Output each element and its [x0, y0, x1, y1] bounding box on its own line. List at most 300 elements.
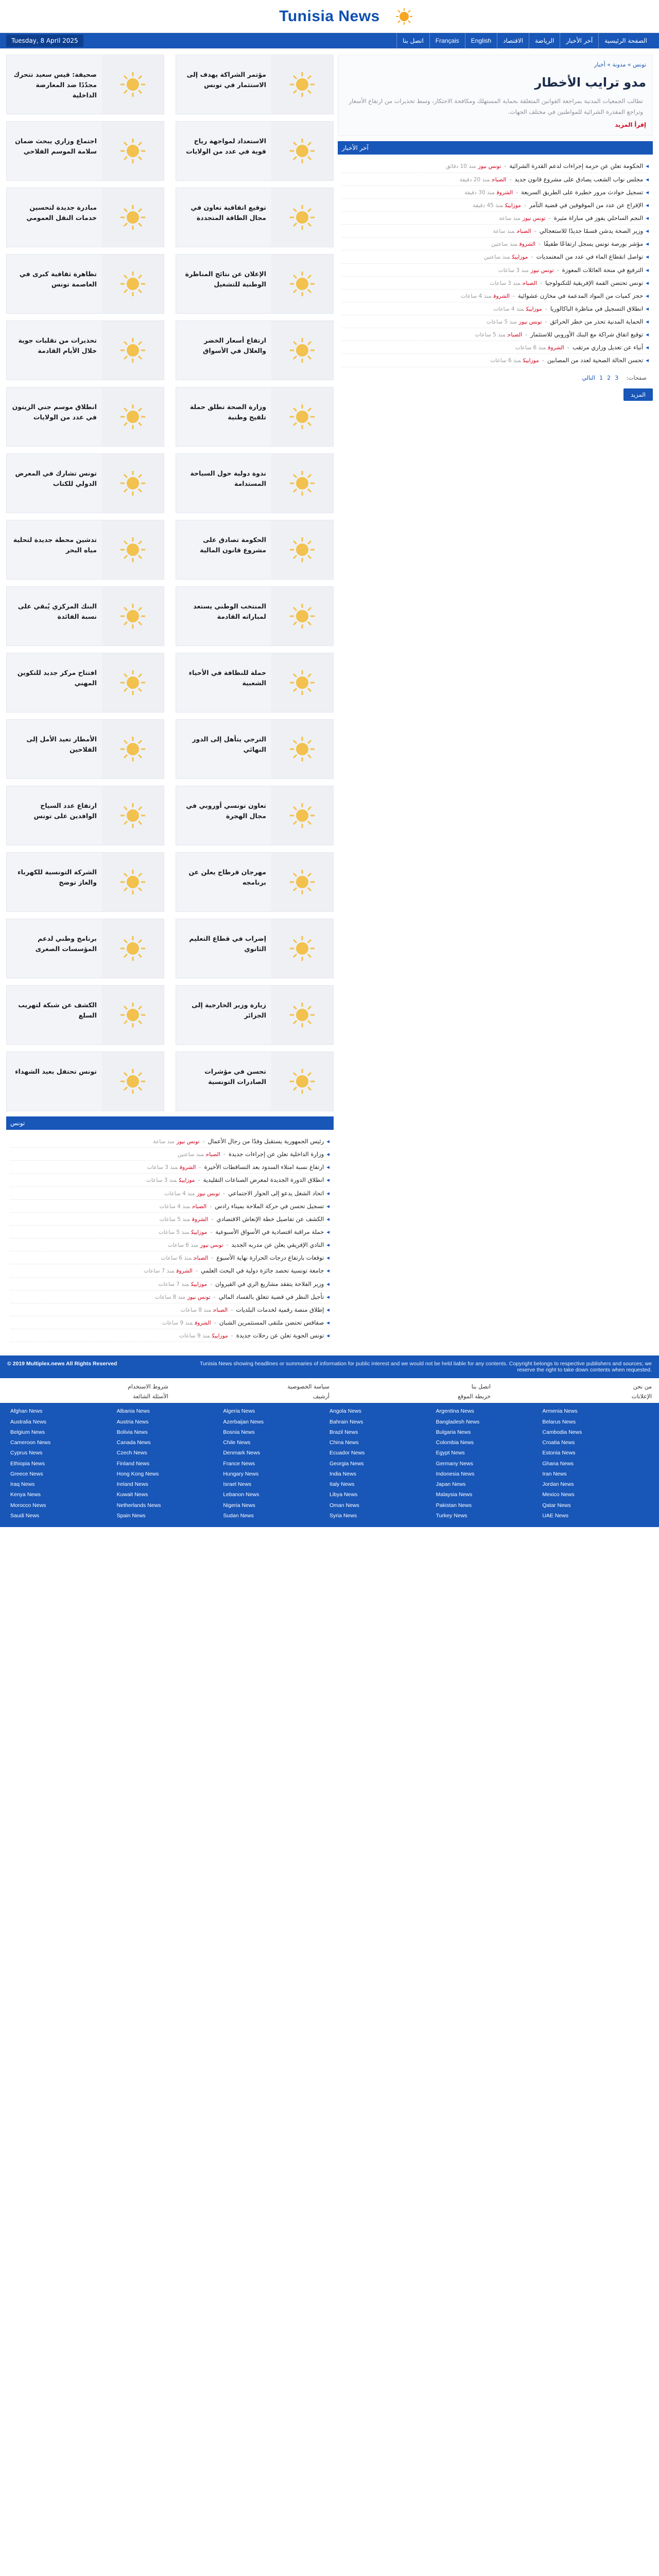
news-thumbnail-icon[interactable] — [102, 321, 164, 380]
news-list-item[interactable] — [342, 315, 649, 328]
country-link[interactable]: India News — [330, 1470, 356, 1477]
news-thumbnail-icon[interactable] — [102, 387, 164, 446]
news-thumbnail-icon[interactable] — [271, 786, 333, 845]
news-card-title[interactable]: الحكومة تصادق على مشروع قانون المالية — [200, 536, 266, 554]
news-headline[interactable]: توقعات بارتفاع درجات الحرارة نهاية الأسبوع — [216, 1254, 324, 1262]
news-card[interactable] — [6, 1052, 164, 1111]
news-card-title[interactable]: الترجي يتأهل إلى الدور النهائي — [192, 735, 266, 753]
separator: - — [231, 1332, 233, 1340]
news-thumbnail-icon[interactable] — [271, 720, 333, 778]
news-card[interactable] — [176, 320, 334, 380]
country-link[interactable]: Hong Kong News — [116, 1470, 159, 1477]
country-link[interactable]: Canada News — [116, 1439, 151, 1446]
news-headline[interactable]: رئيس الجمهورية يستقبل وفدًا من رجال الأعمال — [207, 1138, 324, 1145]
country-link[interactable]: Ireland News — [116, 1481, 148, 1488]
news-thumbnail-icon[interactable] — [271, 986, 333, 1044]
country-link[interactable]: Morocco News — [10, 1502, 46, 1509]
news-card-title[interactable]: مهرجان قرطاج يعلن عن برنامجه — [188, 868, 266, 886]
country-link[interactable]: Pakistan News — [436, 1502, 472, 1509]
news-list-item[interactable] — [342, 238, 649, 250]
news-source[interactable]: موزاييك — [523, 358, 539, 364]
news-list-item[interactable] — [342, 264, 649, 277]
news-source[interactable]: الصباح — [205, 1151, 220, 1158]
country-link[interactable]: Colombia News — [436, 1439, 474, 1446]
news-card[interactable] — [176, 852, 334, 912]
country-link[interactable]: Finland News — [116, 1460, 150, 1467]
country-link[interactable]: China News — [330, 1439, 359, 1446]
news-headline[interactable]: الكشف عن تفاصيل خطة الإنعاش الاقتصادي — [216, 1215, 324, 1223]
country-link[interactable]: Ethiopia News — [10, 1460, 45, 1467]
nav-item[interactable]: English — [465, 33, 497, 48]
country-link[interactable]: Indonesia News — [436, 1470, 475, 1477]
country-link[interactable]: Oman News — [330, 1502, 359, 1509]
news-source[interactable]: تونس نيوز — [518, 319, 542, 326]
footer-link[interactable]: شروط الاستخدام — [128, 1383, 168, 1391]
country-link[interactable]: Czech News — [116, 1450, 147, 1456]
country-link[interactable]: Angola News — [330, 1408, 361, 1415]
news-source[interactable]: الصباح — [522, 280, 537, 286]
news-list-item[interactable] — [10, 1291, 330, 1303]
news-card[interactable] — [6, 453, 164, 513]
news-source[interactable]: الصباح — [213, 1307, 228, 1313]
news-thumbnail-icon[interactable] — [271, 653, 333, 712]
news-thumbnail-icon[interactable] — [271, 122, 333, 180]
country-link[interactable]: Georgia News — [330, 1460, 364, 1467]
news-card-title[interactable]: افتتاح مركز جديد للتكوين المهني — [17, 669, 97, 687]
news-list-item[interactable] — [10, 1316, 330, 1329]
country-link[interactable]: France News — [223, 1460, 255, 1467]
pager-link[interactable]: 2 — [607, 374, 611, 381]
country-link[interactable]: Belarus News — [542, 1418, 576, 1425]
news-headline[interactable]: تسجيل حوادث مرور خطيرة على الطريق السريعة — [521, 188, 644, 196]
news-thumbnail-icon[interactable] — [102, 986, 164, 1044]
news-card-title[interactable]: صحيفة: قيس سعيد تتحرك مجدّدًا ضد المعارضة الداخلية — [13, 71, 97, 99]
news-card[interactable] — [6, 520, 164, 580]
read-more-link[interactable]: إقرأ المزيد — [615, 121, 646, 129]
news-card-title[interactable]: مؤتمر الشراكة يهدف إلى الاستثمار في تونس — [186, 71, 266, 89]
news-headline[interactable]: انطلاق الدورة الجديدة لمعرض الصناعات التقليدية — [203, 1176, 324, 1184]
news-card-title[interactable]: ارتفاع أسعار الخضر والغلال في الأسواق — [203, 336, 266, 354]
country-link[interactable]: Bulgaria News — [436, 1429, 471, 1435]
news-list-item[interactable] — [10, 1187, 330, 1200]
country-link[interactable]: Bahrain News — [330, 1418, 363, 1425]
news-card-title[interactable]: إضراب في قطاع التعليم الثانوي — [189, 935, 266, 953]
country-link[interactable]: Kenya News — [10, 1492, 41, 1498]
news-source[interactable]: موزاييك — [179, 1177, 195, 1184]
news-list-item[interactable] — [342, 341, 649, 354]
news-source[interactable]: الشروق — [195, 1319, 211, 1326]
news-headline[interactable]: توقيع اتفاق شراكة مع البنك الأوروبي للاستثمار — [530, 331, 644, 338]
more-button[interactable]: المزيد — [623, 388, 653, 401]
news-card[interactable] — [176, 188, 334, 247]
news-source[interactable]: موزاييك — [191, 1281, 207, 1287]
news-thumbnail-icon[interactable] — [102, 786, 164, 845]
article-title[interactable]: مدو ترايب الأخطار — [534, 75, 646, 90]
news-card-title[interactable]: تعاون تونسي أوروبي في مجال الهجرة — [186, 802, 266, 820]
news-list-item[interactable] — [342, 160, 649, 173]
news-headline[interactable]: وزير الفلاحة يتفقد مشاريع الري في القيروان — [215, 1280, 324, 1287]
country-link[interactable]: UAE News — [542, 1512, 569, 1519]
news-date: منذ 9 ساعات — [179, 1333, 210, 1340]
news-thumbnail-icon[interactable] — [271, 255, 333, 313]
news-thumbnail-icon[interactable] — [102, 55, 164, 114]
news-headline[interactable]: ارتفاع نسبة امتلاء السدود بعد التساقطات الأخيرة — [204, 1163, 324, 1171]
footer-link[interactable]: أرشيف — [313, 1393, 330, 1400]
news-card-title[interactable]: تونس تحتفل بعيد الشهداء — [15, 1067, 97, 1075]
nav-item[interactable]: آخر الأخبار — [560, 33, 598, 48]
news-headline[interactable]: أنباء عن تعديل وزاري مرتقب — [572, 344, 644, 351]
news-source[interactable]: الشروق — [192, 1216, 209, 1223]
news-card-title[interactable]: ندوة دولية حول السياحة المستدامة — [190, 469, 266, 487]
news-source[interactable]: الصباح — [194, 1255, 209, 1262]
news-thumbnail-icon[interactable] — [271, 454, 333, 513]
news-card[interactable] — [176, 254, 334, 314]
country-link[interactable]: Japan News — [436, 1481, 466, 1488]
news-list-item[interactable] — [342, 199, 649, 212]
news-card[interactable] — [6, 55, 164, 114]
news-source[interactable]: تونس نيوز — [478, 163, 501, 170]
news-list-item[interactable] — [10, 1213, 330, 1226]
country-link[interactable]: Cambodia News — [542, 1429, 582, 1435]
nav-item[interactable]: الرياضة — [529, 33, 560, 48]
country-link[interactable]: Turkey News — [436, 1512, 467, 1519]
news-date: منذ ساعتين — [483, 254, 510, 261]
news-date: منذ 5 ساعات — [475, 332, 506, 338]
news-card[interactable] — [6, 985, 164, 1045]
news-card-title[interactable]: اجتماع وزاري يبحث ضمان سلامة الموسم الفلاحي — [15, 137, 97, 155]
country-link[interactable]: Egypt News — [436, 1450, 465, 1456]
news-headline[interactable]: وزارة الداخلية تعلن عن إجراءات جديدة — [228, 1150, 324, 1158]
news-source[interactable]: الشروق — [548, 345, 564, 351]
news-thumbnail-icon[interactable] — [102, 853, 164, 911]
news-list-item[interactable] — [342, 328, 649, 341]
country-link[interactable]: Germany News — [436, 1460, 474, 1467]
news-thumbnail-icon[interactable] — [102, 122, 164, 180]
bullet-icon: ◂ — [646, 357, 649, 364]
country-link[interactable]: Saudi News — [10, 1512, 40, 1519]
country-link[interactable]: Malaysia News — [436, 1492, 473, 1498]
news-date: منذ 7 ساعات — [144, 1268, 175, 1275]
footer-copyright: © 2019 Multiplex.news All Rights Reserved — [7, 1361, 117, 1367]
breadcrumb[interactable]: تونس » مدونة » أخبار — [594, 61, 646, 68]
nav-item[interactable]: الاقتصاد — [497, 33, 529, 48]
left-list-heading: تونس — [6, 1116, 334, 1130]
site-logo[interactable]: Tunisia News — [279, 7, 380, 25]
news-list-item[interactable] — [10, 1135, 330, 1148]
country-link[interactable]: Syria News — [330, 1512, 357, 1519]
news-list-item[interactable] — [342, 277, 649, 290]
news-list-item[interactable] — [10, 1251, 330, 1264]
country-link[interactable]: Belgium News — [10, 1429, 45, 1435]
news-headline[interactable]: وزير الصحة يدشن قسمًا جديدًا للاستعجالي — [539, 227, 644, 235]
news-thumbnail-icon[interactable] — [102, 454, 164, 513]
separator: - — [210, 1202, 212, 1210]
news-card-title[interactable]: الاستعداد لمواجهة رياح قوية في عدد من الولايات — [186, 137, 266, 155]
news-headline[interactable]: النجم الساحلي يفوز في مباراة مثيرة — [553, 214, 644, 222]
news-card[interactable] — [176, 453, 334, 513]
news-source[interactable]: الشروق — [176, 1268, 193, 1275]
news-thumbnail-icon[interactable] — [271, 919, 333, 978]
news-card[interactable] — [176, 1052, 334, 1111]
news-list-item[interactable] — [10, 1226, 330, 1239]
country-link[interactable]: Cyprus News — [10, 1450, 43, 1456]
news-headline[interactable]: مجلس نواب الشعب يصادق على مشروع قانون جديد — [514, 175, 644, 183]
footer-link[interactable]: سياسة الخصوصية — [287, 1383, 330, 1391]
news-card[interactable] — [176, 586, 334, 646]
bullet-icon: ◂ — [326, 1228, 330, 1235]
news-card[interactable] — [6, 121, 164, 181]
news-list-item[interactable] — [342, 354, 649, 367]
news-card[interactable] — [176, 719, 334, 779]
news-source[interactable]: الشروق — [180, 1164, 196, 1171]
news-headline[interactable]: النادي الإفريقي يعلن عن مدربه الجديد — [231, 1241, 324, 1249]
news-thumbnail-icon[interactable] — [271, 387, 333, 446]
country-link[interactable]: Greece News — [10, 1470, 43, 1477]
news-source[interactable]: تونس نيوز — [176, 1139, 200, 1145]
news-thumbnail-icon[interactable] — [271, 1052, 333, 1111]
news-headline[interactable]: جامعة تونسية تحصد جائزة دولية في البحث العلمي — [201, 1267, 324, 1275]
country-link[interactable]: Australia News — [10, 1418, 47, 1425]
news-list-item[interactable] — [10, 1161, 330, 1174]
news-card-title[interactable]: الإعلان عن نتائج المناظرة الوطنية للتشغيل — [185, 270, 266, 288]
news-card[interactable] — [6, 586, 164, 646]
country-link[interactable]: Croatia News — [542, 1439, 575, 1446]
news-list-item[interactable] — [10, 1174, 330, 1187]
news-thumbnail-icon[interactable] — [271, 55, 333, 114]
news-date: منذ 6 ساعات — [515, 345, 546, 351]
news-card[interactable] — [176, 919, 334, 978]
separator: - — [202, 1138, 205, 1145]
nav-item[interactable]: اتصل بنا — [396, 33, 429, 48]
news-list-item[interactable] — [10, 1278, 330, 1291]
country-link[interactable]: Iran News — [542, 1470, 567, 1477]
nav-item[interactable]: Français — [429, 33, 465, 48]
country-link[interactable]: Nigeria News — [223, 1502, 255, 1509]
country-link[interactable]: Mexico News — [542, 1492, 575, 1498]
news-source[interactable]: الشروق — [493, 293, 510, 299]
country-link[interactable]: Bolivia News — [116, 1429, 148, 1435]
news-card[interactable] — [6, 320, 164, 380]
news-list-item[interactable] — [342, 302, 649, 315]
news-card[interactable] — [176, 786, 334, 845]
news-card[interactable] — [176, 985, 334, 1045]
country-link[interactable]: Brazil News — [330, 1429, 358, 1435]
news-card[interactable] — [6, 254, 164, 314]
news-card-title[interactable]: الأمطار تعيد الأمل إلى الفلاحين — [26, 735, 97, 753]
news-date: منذ ساعة — [153, 1139, 175, 1145]
news-list-item[interactable] — [342, 290, 649, 302]
news-list-item[interactable] — [342, 212, 649, 225]
news-list-item[interactable] — [10, 1329, 330, 1342]
country-link[interactable]: Ecuador News — [330, 1450, 365, 1456]
news-list-item[interactable] — [10, 1303, 330, 1316]
news-card-title[interactable]: الكشف عن شبكة لتهريب السلع — [18, 1001, 97, 1019]
news-thumbnail-icon[interactable] — [271, 520, 333, 579]
country-link[interactable]: Israel News — [223, 1481, 252, 1488]
news-source[interactable]: الصباح — [516, 228, 531, 235]
news-source[interactable]: موزاييك — [212, 1333, 228, 1340]
news-source[interactable]: الصباح — [492, 176, 507, 183]
news-source[interactable]: موزاييك — [191, 1229, 207, 1235]
pager-link[interactable]: 3 — [615, 374, 619, 381]
country-link[interactable]: Sudan News — [223, 1512, 254, 1519]
news-thumbnail-icon[interactable] — [102, 255, 164, 313]
news-card[interactable] — [6, 188, 164, 247]
news-thumbnail-icon[interactable] — [102, 587, 164, 646]
news-thumbnail-icon[interactable] — [271, 188, 333, 247]
country-link[interactable]: Netherlands News — [116, 1502, 161, 1509]
news-thumbnail-icon[interactable] — [102, 520, 164, 579]
country-link[interactable]: Chile News — [223, 1439, 251, 1446]
news-card-title[interactable]: البنك المركزي يُبقي على نسبة الفائدة — [18, 602, 97, 620]
news-source[interactable]: تونس نيوز — [187, 1294, 211, 1300]
country-link[interactable]: Austria News — [116, 1418, 149, 1425]
country-link[interactable]: Libya News — [330, 1492, 358, 1498]
news-card-title[interactable]: توقيع اتفاقية تعاون في مجال الطاقة المتجددة — [190, 204, 266, 222]
news-source[interactable]: تونس نيوز — [200, 1242, 223, 1249]
news-card-title[interactable]: انطلاق موسم جني الزيتون في عدد من الولايات — [12, 403, 97, 421]
country-link[interactable]: Iraq News — [10, 1481, 35, 1488]
news-card-title[interactable]: تونس تشارك في المعرض الدولي للكتاب — [15, 469, 97, 487]
news-card-title[interactable]: تدشين محطة جديدة لتحلية مياه البحر — [13, 536, 97, 554]
news-thumbnail-icon[interactable] — [271, 853, 333, 911]
news-source[interactable]: موزاييك — [505, 202, 521, 209]
news-list-item[interactable] — [342, 225, 649, 238]
country-link[interactable]: Kuwait News — [116, 1492, 148, 1498]
news-source[interactable]: الشروق — [496, 189, 513, 196]
news-headline[interactable]: تواصل انقطاع الماء في عدد من المعتمديات — [536, 253, 644, 261]
separator: - — [223, 1189, 226, 1197]
country-link[interactable]: Armenia News — [542, 1408, 578, 1415]
news-card[interactable] — [176, 121, 334, 181]
news-headline[interactable]: الترفيع في منحة العائلات المعوزة — [562, 266, 644, 274]
country-link[interactable]: Denmark News — [223, 1450, 261, 1456]
news-card[interactable] — [6, 919, 164, 978]
news-card[interactable] — [176, 387, 334, 447]
news-source[interactable]: تونس نيوز — [197, 1190, 220, 1197]
news-source[interactable]: الصباح — [507, 332, 522, 338]
country-link[interactable]: Azerbaijan News — [223, 1418, 264, 1425]
country-link[interactable]: Hungary News — [223, 1470, 259, 1477]
country-link[interactable]: Qatar News — [542, 1502, 571, 1509]
news-headline[interactable]: تونس الجوية تعلن عن رحلات جديدة — [236, 1332, 324, 1340]
news-card-title[interactable]: المنتخب الوطني يستعد لمباراته القادمة — [193, 602, 266, 620]
news-headline[interactable]: الإفراج عن عدد من الموقوفين في قضية التآمر — [529, 201, 644, 209]
news-card-title[interactable]: تحسن في مؤشرات الصادرات التونسية — [204, 1067, 266, 1086]
news-headline[interactable]: تسجيل تحسن في حركة الملاحة بميناء رادس — [215, 1202, 324, 1210]
news-card[interactable] — [176, 653, 334, 713]
news-source[interactable]: موزاييك — [512, 254, 528, 261]
footer-link[interactable]: خريطة الموقع — [458, 1393, 491, 1400]
nav-item[interactable]: الصفحة الرئيسية — [598, 33, 653, 48]
news-list-item[interactable] — [10, 1200, 330, 1213]
news-headline[interactable]: إطلاق منصة رقمية لخدمات البلديات — [236, 1306, 324, 1313]
news-source[interactable]: الشروق — [519, 241, 536, 248]
country-link[interactable]: Albania News — [116, 1408, 150, 1415]
news-source[interactable]: الصباح — [192, 1203, 207, 1210]
country-link[interactable]: Spain News — [116, 1512, 146, 1519]
news-card[interactable] — [6, 387, 164, 447]
country-link[interactable]: Jordan News — [542, 1481, 574, 1488]
news-card-title[interactable]: برنامج وطني لدعم المؤسسات الصغرى — [35, 935, 97, 953]
news-card-title[interactable]: تحذيرات من تقلبات جوية خلال الأيام القادمة — [18, 336, 97, 354]
footer-link[interactable]: الإعلانات — [631, 1393, 652, 1400]
news-thumbnail-icon[interactable] — [102, 653, 164, 712]
news-thumbnail-icon[interactable] — [102, 1052, 164, 1111]
news-card-title[interactable]: ارتفاع عدد السياح الوافدين على تونس — [33, 802, 97, 820]
country-link[interactable]: Argentina News — [436, 1408, 474, 1415]
news-card[interactable] — [6, 852, 164, 912]
news-list-item[interactable] — [342, 186, 649, 199]
news-card-title[interactable]: حملة للنظافة في الأحياء الشعبية — [188, 669, 266, 687]
country-link[interactable]: Italy News — [330, 1481, 355, 1488]
news-date: منذ ساعتين — [491, 241, 517, 248]
news-headline[interactable]: انطلاق التسجيل في مناظرة الباكالوريا — [550, 304, 644, 312]
news-card[interactable] — [6, 653, 164, 713]
news-card[interactable] — [176, 520, 334, 580]
footer-link[interactable]: اتصل بنا — [471, 1383, 491, 1391]
pager-link[interactable]: 1 — [599, 374, 603, 381]
news-headline[interactable]: تأجيل النظر في قضية تتعلق بالفساد المالي — [218, 1293, 324, 1300]
country-link[interactable]: Bangladesh News — [436, 1418, 480, 1425]
country-link[interactable]: Estonia News — [542, 1450, 576, 1456]
country-link[interactable]: Ghana News — [542, 1460, 574, 1467]
news-thumbnail-icon[interactable] — [102, 720, 164, 778]
news-card[interactable] — [176, 55, 334, 114]
news-date: منذ 4 ساعات — [164, 1190, 195, 1197]
news-headline[interactable]: الحماية المدنية تحذر من خطر الحرائق — [550, 318, 644, 326]
news-source[interactable]: تونس نيوز — [523, 215, 546, 222]
news-list-item[interactable] — [342, 250, 649, 263]
news-card-title[interactable]: وزارة الصحة تطلق حملة تلقيح وطنية — [189, 403, 266, 421]
news-list-item[interactable] — [342, 173, 649, 186]
news-thumbnail-icon[interactable] — [102, 919, 164, 978]
news-headline[interactable]: الحكومة تعلن عن حزمة إجراءات لدعم القدرة الشرائية — [509, 162, 644, 170]
news-list-item[interactable] — [10, 1264, 330, 1277]
news-card-title[interactable]: زيارة وزير الخارجية إلى الجزائر — [192, 1001, 266, 1019]
news-card-title[interactable]: الشركة التونسية للكهرباء والغاز توضح — [18, 868, 97, 886]
news-card[interactable] — [6, 719, 164, 779]
news-card-title[interactable]: تظاهرة ثقافية كبرى في العاصمة تونس — [19, 270, 97, 288]
news-headline[interactable]: اتحاد الشغل يدعو إلى الحوار الاجتماعي — [228, 1189, 324, 1197]
news-card[interactable] — [6, 786, 164, 845]
news-headline[interactable]: حملة مراقبة اقتصادية في الأسواق الأسبوعية — [215, 1228, 324, 1235]
country-link[interactable]: Afghan News — [10, 1408, 43, 1415]
news-list-item[interactable] — [10, 1148, 330, 1161]
news-source[interactable]: موزاييك — [526, 306, 542, 312]
news-thumbnail-icon[interactable] — [271, 587, 333, 646]
footer-link[interactable]: من نحن — [633, 1383, 652, 1391]
separator: - — [516, 188, 518, 196]
country-link[interactable]: Algeria News — [223, 1408, 255, 1415]
news-headline[interactable]: تحسن الحالة الصحية لعدد من المصابين — [547, 357, 644, 364]
news-headline[interactable]: صفاقس تحتضن ملتقى المستثمرين الشبان — [219, 1318, 324, 1326]
pager-link[interactable]: التالي — [582, 374, 596, 381]
news-source[interactable]: تونس نيوز — [530, 267, 554, 274]
footer-link[interactable]: الأسئلة الشائعة — [133, 1393, 168, 1400]
news-card-title[interactable]: مبادرة جديدة لتحسين خدمات النقل العمومي — [26, 204, 97, 222]
country-link[interactable]: Cameroon News — [10, 1439, 51, 1446]
news-thumbnail-icon[interactable] — [102, 188, 164, 247]
news-headline[interactable]: تونس تحتضن القمة الإفريقية للتكنولوجيا — [545, 279, 644, 286]
news-headline[interactable]: مؤشر بورصة تونس يسجل ارتفاعًا طفيفًا — [544, 240, 644, 248]
country-link[interactable]: Lebanon News — [223, 1492, 259, 1498]
country-link[interactable]: Bosnia News — [223, 1429, 255, 1435]
news-thumbnail-icon[interactable] — [271, 321, 333, 380]
news-headline[interactable]: حجز كميات من المواد المدعمة في مخازن عشوائية — [517, 292, 644, 299]
news-list-item[interactable] — [10, 1239, 330, 1251]
separator: - — [525, 331, 528, 338]
